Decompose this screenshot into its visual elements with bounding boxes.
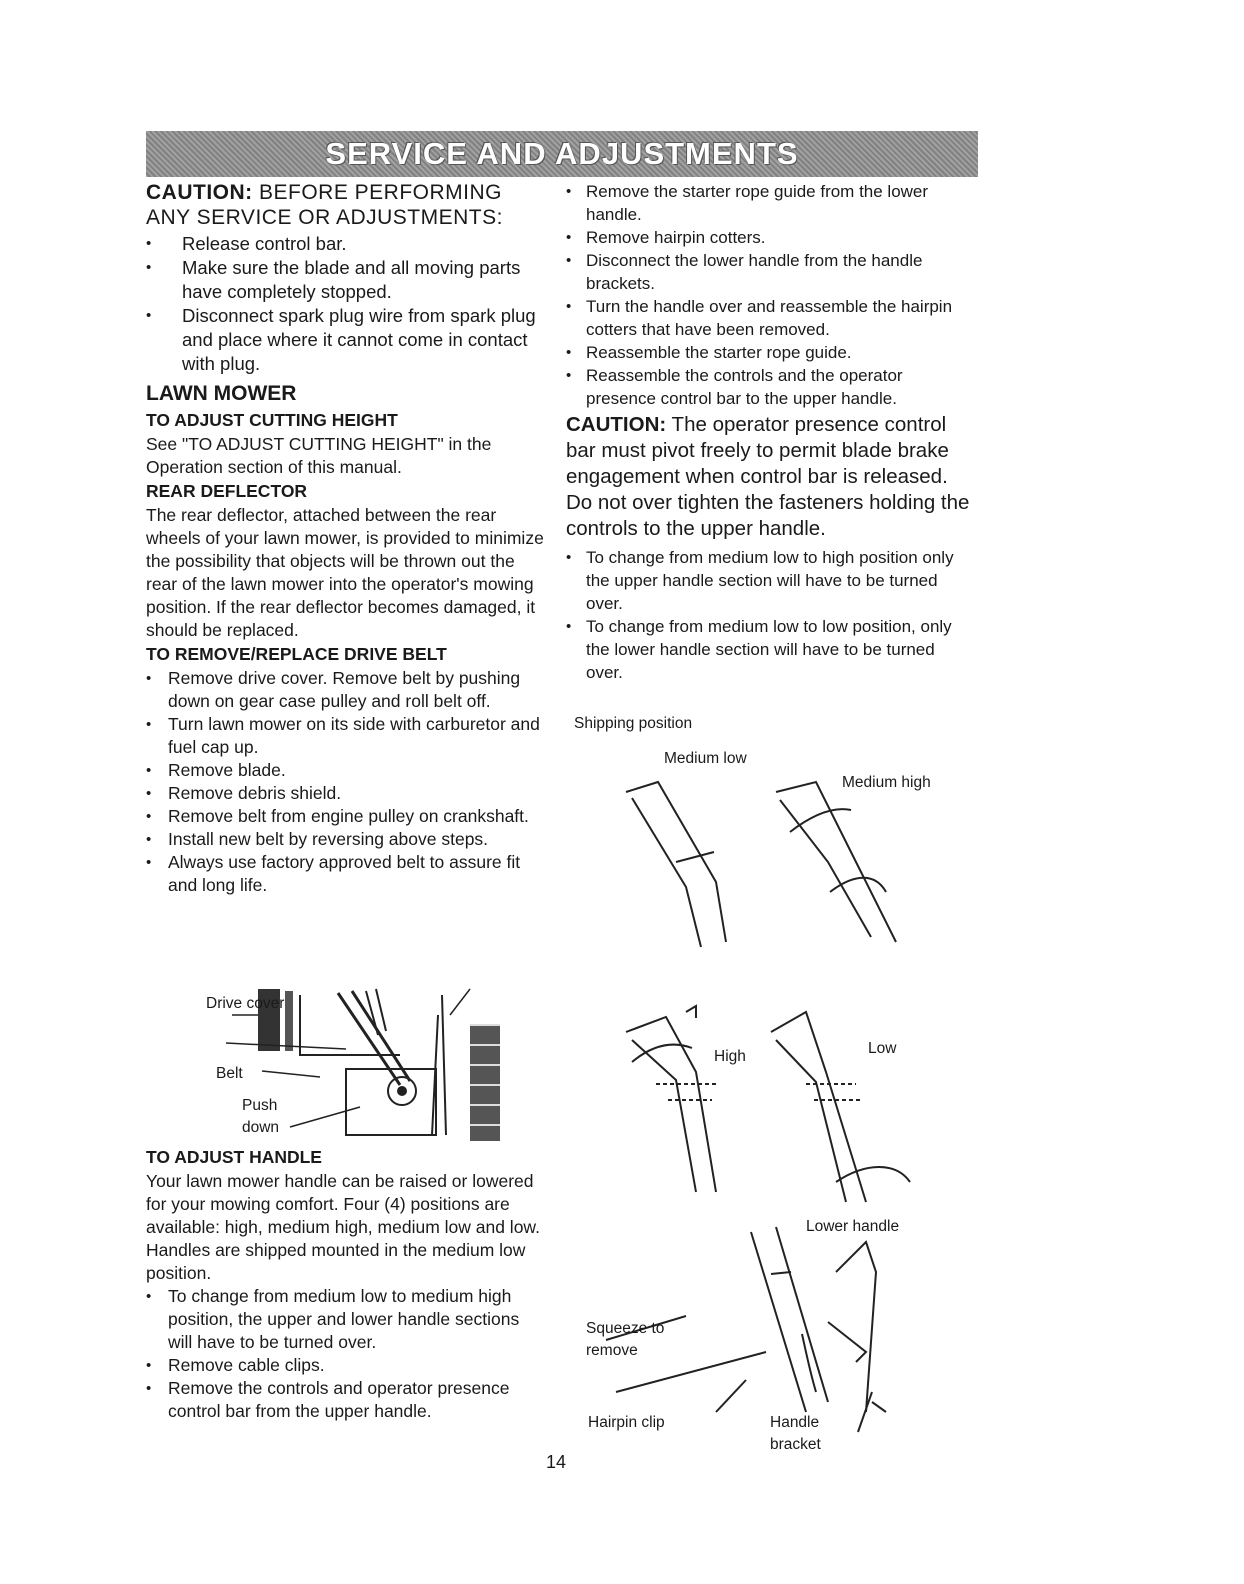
- list-item: • Disconnect spark plug wire from spark plug and place where it cannot come in contact with plug.: [146, 304, 546, 376]
- wheel-shape: [470, 1025, 500, 1141]
- medium-high-label: Medium high: [842, 774, 931, 791]
- page-number: 14: [546, 1452, 567, 1472]
- caution-list: [146, 232, 546, 376]
- caution-label: CAUTION:: [146, 181, 253, 204]
- operator-caution-text: The operator presence control bar must pivot freely to permit blade brake engagement when control bar is released. Do not over tighten the fasteners holding the controls to the upper handle.: [566, 413, 970, 540]
- list-item: • Install new belt by reversing above steps.: [146, 828, 546, 851]
- handle-positions-figure: [566, 712, 986, 1462]
- section-banner: [146, 131, 978, 177]
- list-item: • Remove hairpin cotters.: [566, 226, 971, 249]
- list-item: • Reassemble the controls and the operator presence control bar to the upper handle.: [566, 364, 971, 410]
- hairpin-clip-label: Hairpin clip: [588, 1414, 665, 1431]
- list-item: • Remove the controls and operator presence control bar from the upper handle.: [146, 1377, 546, 1423]
- rear-deflector-text: The rear deflector, attached between the rear wheels of your lawn mower, is provided to minimize the possibility that objects will be thrown out the rear of the lawn mower into the operator's mowing position. If the rear deflector becomes damaged, it should be replaced.: [146, 505, 544, 640]
- handle-steps-continued: [566, 180, 971, 410]
- shipping-position-label: Shipping position: [574, 715, 693, 732]
- section-title: LAWN MOWER: [146, 382, 297, 405]
- adjust-handle-text: Your lawn mower handle can be raised or lowered for your mowing comfort. Four (4) positions are available: high, medium high, medium low and low. Handles are shipped mounted in the medium low position.: [146, 1171, 540, 1283]
- low-label: Low: [868, 1040, 897, 1057]
- left-column: [146, 180, 546, 897]
- list-item: • Turn the handle over and reassemble the hairpin cotters that have been removed.: [566, 295, 971, 341]
- caution-heading: [146, 180, 546, 230]
- medium-low-label: Medium low: [664, 750, 747, 767]
- position-notes: [566, 546, 971, 684]
- list-item: • Remove belt from engine pulley on crankshaft.: [146, 805, 546, 828]
- gear-case-shape: [346, 1069, 436, 1135]
- cutting-height-text: See "TO ADJUST CUTTING HEIGHT" in the Operation section of this manual.: [146, 434, 492, 477]
- cover-bracket-shape: [285, 991, 293, 1051]
- list-item: • Remove the starter rope guide from the lower handle.: [566, 180, 971, 226]
- drive-belt-steps: [146, 667, 546, 897]
- lower-handle-label: Lower handle: [806, 1218, 900, 1235]
- squeeze-label: Squeeze to remove: [586, 1320, 665, 1359]
- adjust-handle-section: [146, 1145, 546, 1423]
- list-item: • Remove debris shield.: [146, 782, 546, 805]
- list-item: • Turn lawn mower on its side with carburetor and fuel cap up.: [146, 713, 546, 759]
- operator-caution: [566, 412, 971, 542]
- page-title: SERVICE AND ADJUSTMENTS: [325, 136, 799, 171]
- drive-belt-title: TO REMOVE/REPLACE DRIVE BELT: [146, 644, 447, 664]
- list-item: • Disconnect the lower handle from the handle brackets.: [566, 249, 971, 295]
- list-item: • Remove blade.: [146, 759, 546, 782]
- caution-label: CAUTION:: [566, 413, 667, 436]
- right-column: [566, 180, 971, 684]
- list-item: • To change from medium low to low position, only the lower handle section will have to be turned over.: [566, 615, 971, 684]
- list-item: • Remove drive cover. Remove belt by pushing down on gear case pulley and roll belt off.: [146, 667, 546, 713]
- list-item: • To change from medium low to high position only the upper handle section will have to be turned over.: [566, 546, 971, 615]
- adjust-handle-steps: [146, 1285, 546, 1423]
- drive-cover-label: Drive cover: [206, 995, 285, 1012]
- adjust-handle-title: TO ADJUST HANDLE: [146, 1147, 322, 1167]
- list-item: • Remove cable clips.: [146, 1354, 546, 1377]
- caution-heading-text: BEFORE PERFORMING ANY SERVICE OR ADJUSTMENTS:: [146, 181, 503, 229]
- push-down-label: Push down: [242, 1097, 280, 1136]
- list-item: • Make sure the blade and all moving parts have completely stopped.: [146, 256, 546, 304]
- list-item: • To change from medium low to medium high position, the upper and lower handle sections will have to be turned over.: [146, 1285, 546, 1354]
- rear-deflector-title: REAR DEFLECTOR: [146, 481, 308, 501]
- high-label: High: [714, 1048, 746, 1065]
- drive-belt-figure: [170, 985, 510, 1145]
- cutting-height-title: TO ADJUST CUTTING HEIGHT: [146, 410, 398, 430]
- list-item: • Release control bar.: [146, 232, 546, 256]
- list-item: • Always use factory approved belt to assure fit and long life.: [146, 851, 546, 897]
- belt-label: Belt: [216, 1065, 243, 1082]
- list-item: • Reassemble the starter rope guide.: [566, 341, 971, 364]
- handle-bracket-label: Handle bracket: [770, 1414, 821, 1453]
